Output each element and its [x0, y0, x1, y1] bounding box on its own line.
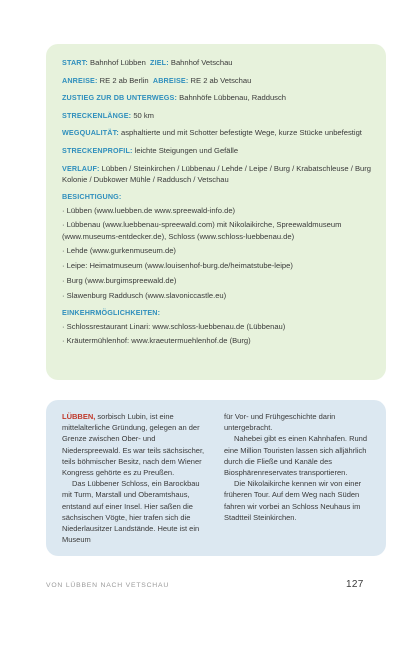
route-info-box — [46, 44, 386, 380]
start-label: START: — [62, 58, 88, 67]
verlauf-label: VERLAUF: — [62, 163, 100, 173]
start-value: Bahnhof Lübben — [90, 58, 146, 67]
list-item: · Lübbenau (www.luebbenau-spreewald.com) mit Nikolaikirche, Spreewaldmuseum (www.museums-entdecker.de), Schloss (www.schloss-luebbenau.de) — [62, 220, 342, 241]
paragraph: Das Lübbener Schloss, ein Barockbau mit Turm, Marstall und Oberamtshaus, entstand auf einer Insel. Hier saßen die sächsischen Vögte, hier trafen sich die Niederlausitzer Landstände. Heute ist ein Museum — [62, 479, 200, 545]
list-item: · Burg (www.burgimspreewald.de) — [62, 275, 177, 285]
text-columns — [62, 411, 370, 545]
anreise-abreise-row — [62, 75, 372, 86]
zustieg-label: ZUSTIEG ZUR DB UNTERWEGS: — [62, 93, 178, 103]
anreise-value: RE 2 ab Berlin — [99, 75, 149, 85]
ziel-label: ZIEL: — [150, 58, 169, 67]
list-item: · Slawenburg Raddusch (www.slavoniccastle.eu) — [62, 290, 227, 300]
einkehr-section — [62, 307, 372, 346]
list-item: · Schlossrestaurant Linari: www.schloss-luebbenau.de (Lübbenau) — [62, 321, 286, 331]
streckenlaenge-label: STRECKENLÄNGE: — [62, 110, 132, 120]
abreise-label: ABREISE: — [152, 75, 189, 85]
luebben-text-box — [46, 400, 386, 556]
streckenlaenge-value: 50 km — [133, 110, 154, 120]
streckenprofil-row — [62, 145, 372, 156]
highlight-word: LÜBBEN, — [62, 412, 96, 421]
text-column-left — [62, 411, 208, 545]
ziel-value: Bahnhof Vetschau — [170, 58, 233, 67]
zustieg-value: Bahnhöfe Lübbenau, Raddusch — [179, 93, 286, 103]
paragraph-text: sorbisch Lubin, ist eine mittelalterliche Gründung, gelegen an der Grenze zwischen Ober- und Niederspreewald. Es war teils sächsischer, teils böhmischer Besitz, nach dem Wiener Kongress gehörte es zu Preußen. — [62, 412, 205, 478]
list-item: · Lübben (www.luebben.de www.spreewald-info.de) — [62, 205, 236, 215]
wegqualitaet-label: WEGQUALITÄT: — [62, 128, 119, 138]
zustieg-row — [62, 92, 372, 103]
verlauf-row — [62, 163, 372, 185]
list-item: · Lehde (www.gurkenmuseum.de) — [62, 246, 176, 256]
list-item: · Kräutermühlenhof: www.kraeutermuehlenhof.de (Burg) — [62, 336, 251, 346]
einkehr-label: EINKEHRMÖGLICHKEITEN: — [62, 308, 161, 318]
verlauf-value: Lübben / Steinkirchen / Lübbenau / Lehde / Leipe / Burg / Krabatschleuse / Burg Kolonie / Dubkower Mühle / Raddusch / Vetschau — [62, 163, 372, 184]
page-number: 127 — [346, 579, 364, 590]
einkehr-list — [62, 321, 372, 347]
text-column-right — [224, 411, 370, 545]
paragraph: für Vor- und Frühgeschichte darin untergebracht. — [224, 412, 336, 433]
streckenprofil-value: leichte Steigungen und Gefälle — [134, 145, 239, 155]
start-ziel-row — [62, 57, 372, 68]
besichtigung-label: BESICHTIGUNG: — [62, 192, 122, 202]
besichtigung-list — [62, 205, 372, 301]
wegqualitaet-row — [62, 127, 372, 138]
wegqualitaet-value: asphaltierte und mit Schotter befestigte Wege, kurze Stücke unbefestigt — [121, 128, 362, 138]
running-title: VON LÜBBEN NACH VETSCHAU — [46, 582, 170, 589]
streckenlaenge-row — [62, 110, 372, 121]
anreise-label: ANREISE: — [62, 75, 98, 85]
paragraph — [62, 411, 208, 478]
paragraph: Die Nikolaikirche kennen wir von einer früheren Tour. Auf dem Weg nach Süden fahren wir vorbei an Schloss Neuhaus im Stadtteil Steinkirchen. — [224, 479, 362, 522]
besichtigung-section — [62, 191, 372, 301]
streckenprofil-label: STRECKENPROFIL: — [62, 145, 133, 155]
abreise-value: RE 2 ab Vetschau — [190, 75, 252, 85]
paragraph: Nahebei gibt es einen Kahnhafen. Rund eine Million Touristen lassen sich alljährlich durch die Fließe und Kanäle des Biosphärenreservates transportieren. — [224, 434, 368, 478]
list-item: · Leipe: Heimatmuseum (www.louisenhof-burg.de/heimatstube-leipe) — [62, 261, 293, 271]
